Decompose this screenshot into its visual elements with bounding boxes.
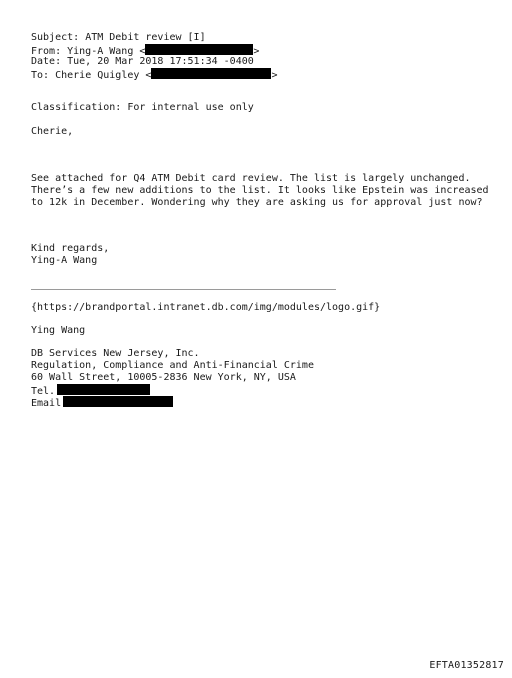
signature-company: DB Services New Jersey, Inc. (31, 348, 200, 359)
redacted-email (151, 68, 271, 79)
date-text: Tue, 20 Mar 2018 17:51:34 -0400 (67, 56, 254, 67)
email-label: Email (31, 398, 62, 409)
subject-line (31, 32, 206, 44)
classification-line: Classification: For internal use only (31, 102, 254, 113)
redacted-email (63, 396, 173, 407)
from-name: Ying-A Wang (67, 46, 134, 57)
signature-name: Ying Wang (31, 325, 86, 336)
from-line: From: Ying-A Wang < > (31, 46, 260, 57)
body-line-2: There’s a few new additions to the list. It looks like Epstein was increased (31, 185, 489, 196)
from-label: From: (31, 46, 68, 57)
redacted-phone (57, 384, 150, 395)
signature-divider (31, 289, 336, 290)
to-line: To: Cherie Quigley < > (31, 70, 278, 81)
document-id: EFTA01352817 (429, 660, 504, 671)
signature-department: Regulation, Compliance and Anti-Financial Crime (31, 360, 314, 371)
subject-label: Subject: (31, 32, 86, 43)
closing-name: Ying-A Wang (31, 255, 98, 266)
redacted-email (145, 44, 253, 55)
date-label: Date: (31, 56, 68, 67)
body-line-3: to 12k in December. Wondering why they are asking us for approval just now? (31, 197, 483, 208)
tel-label: Tel. (31, 386, 56, 397)
greeting: Cherie, (31, 126, 74, 137)
logo-placeholder-link: {https://brandportal.intranet.db.com/img/modules/logo.gif} (31, 302, 381, 313)
to-label: To: (31, 70, 56, 81)
to-name: Cherie Quigley (55, 70, 140, 81)
signature-address: 60 Wall Street, 10005-2836 New York, NY, USA (31, 372, 296, 383)
signature-email (31, 396, 173, 410)
date-line (31, 56, 254, 68)
closing: Kind regards, (31, 243, 110, 254)
body-line-1: See attached for Q4 ATM Debit card review. The list is largely unchanged. (31, 173, 471, 184)
subject-text: ATM Debit review [I] (85, 32, 206, 43)
